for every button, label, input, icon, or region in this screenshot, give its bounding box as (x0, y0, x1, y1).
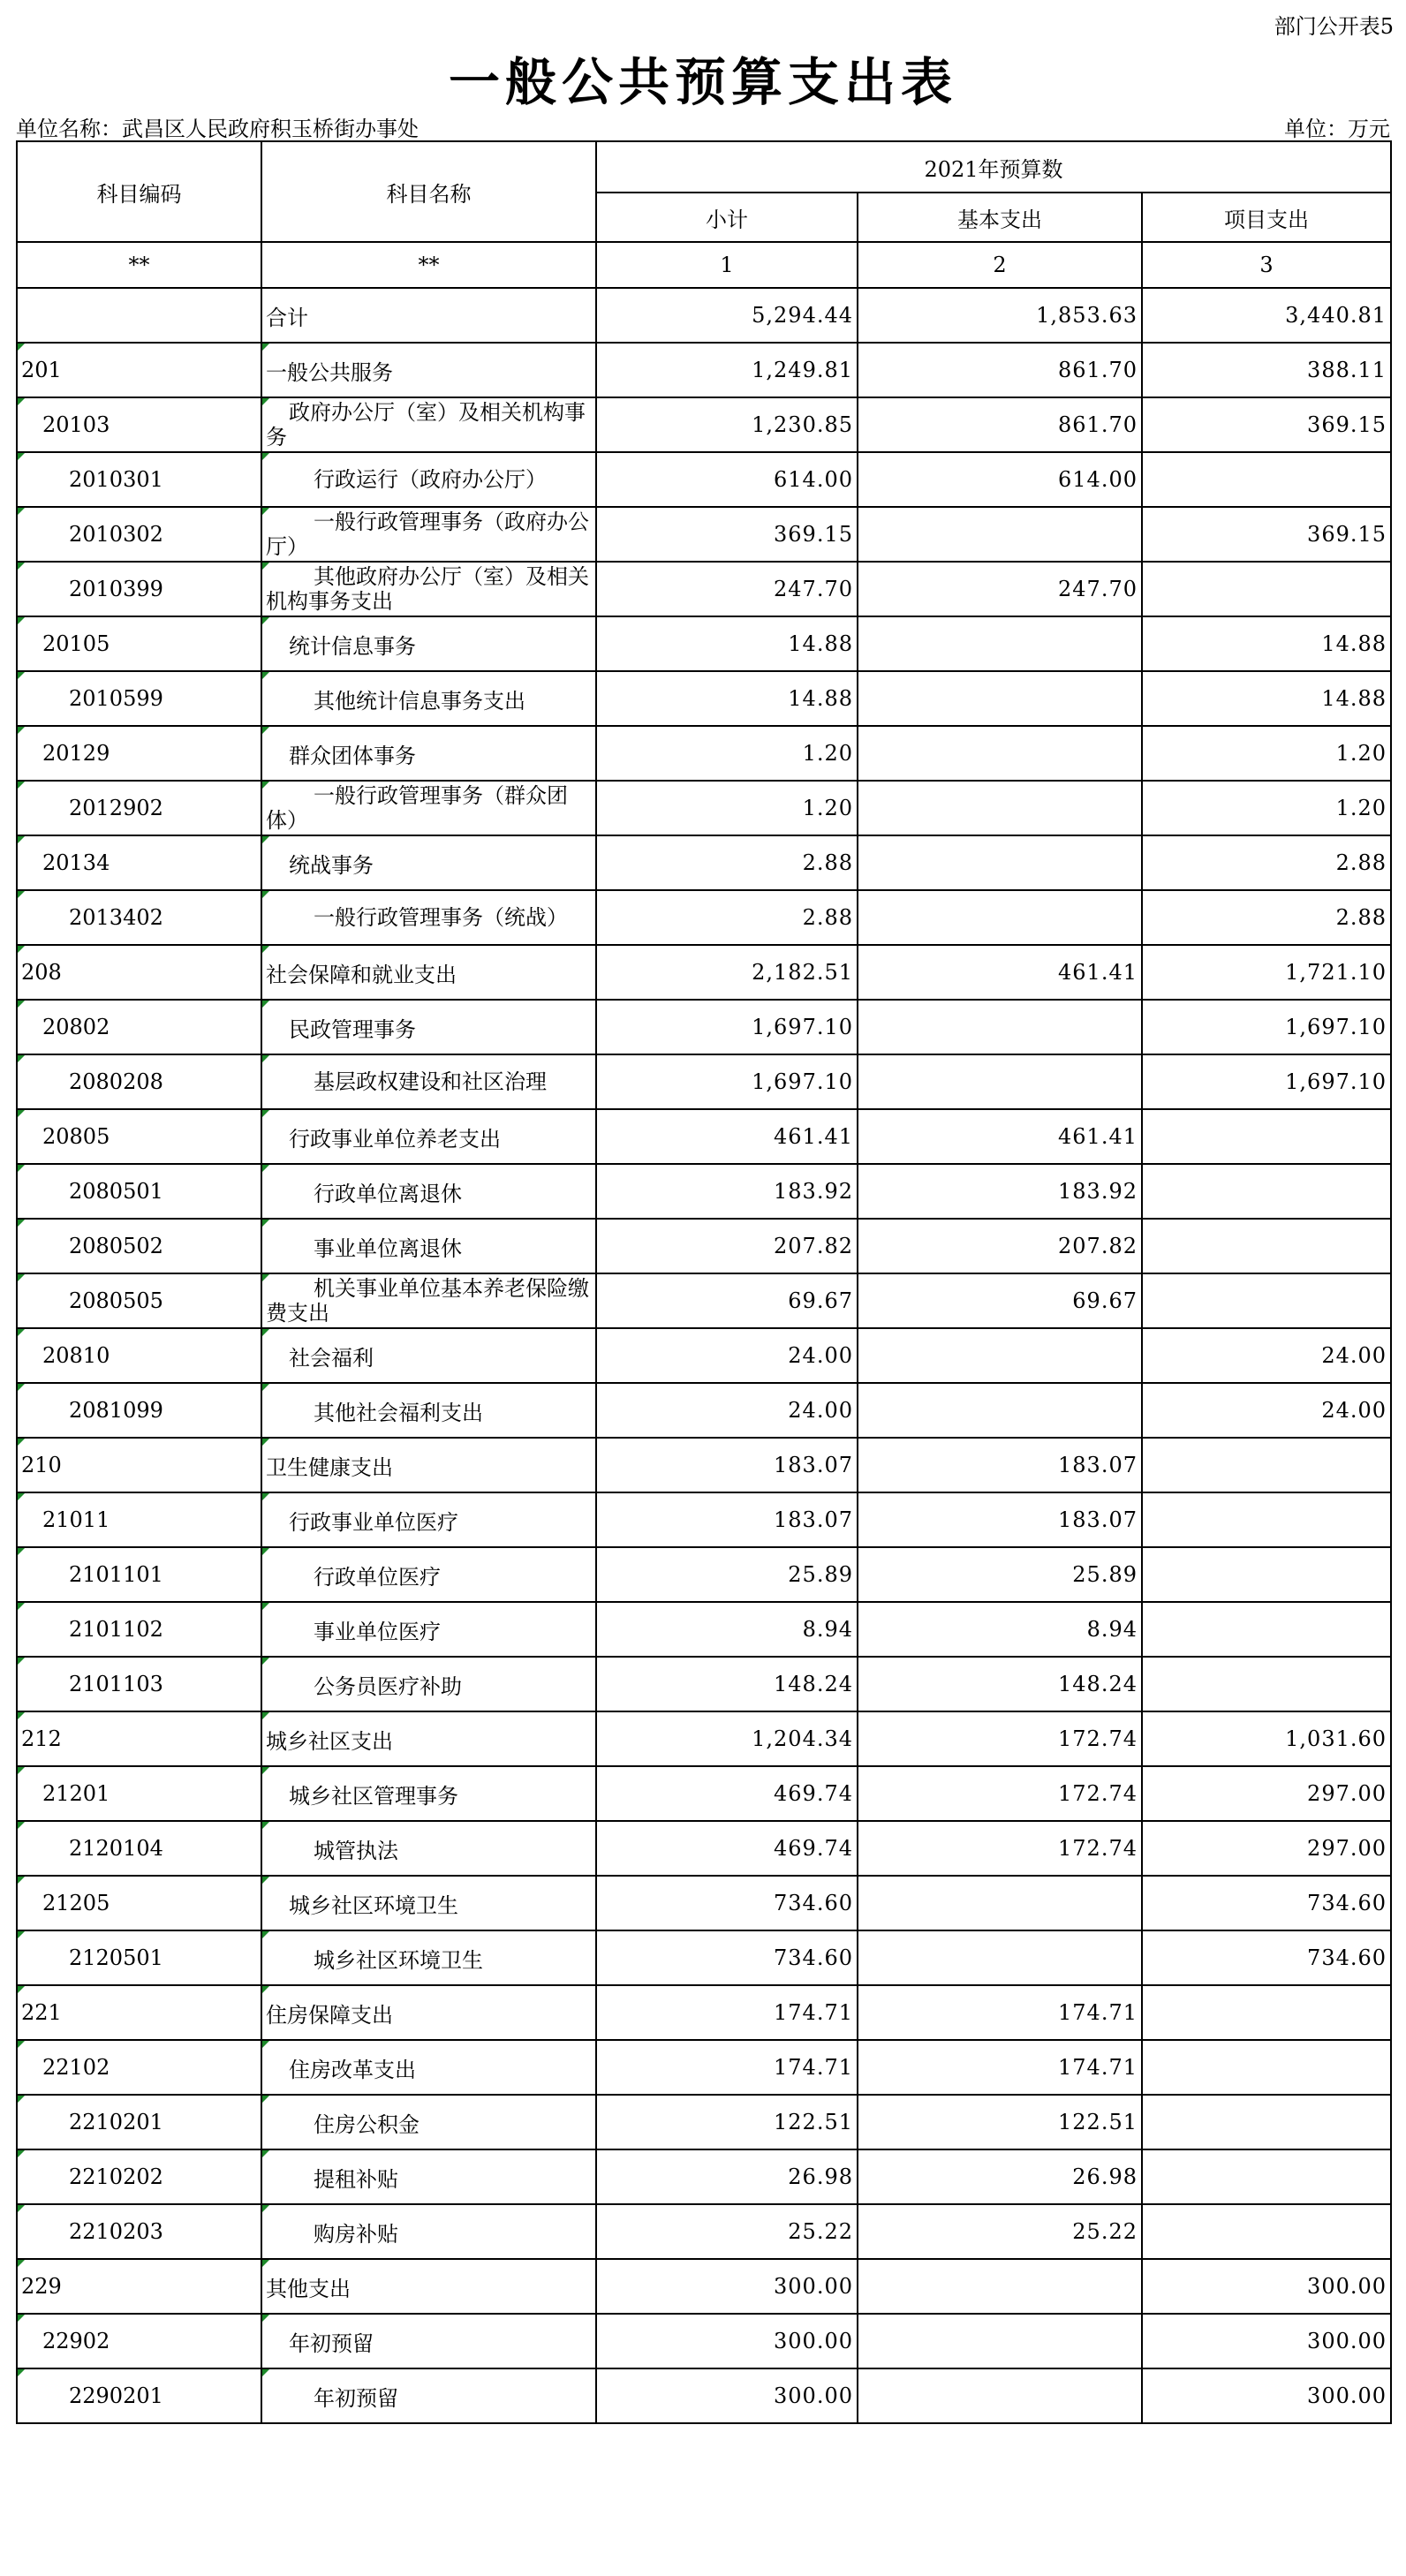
row-name: 社会福利 (261, 1328, 596, 1383)
row-subtotal: 207.82 (596, 1219, 858, 1273)
header-basic: 基本支出 (858, 193, 1142, 242)
row-subtotal: 1.20 (596, 726, 858, 781)
row-code: 2120104 (17, 1821, 261, 1876)
row-code: 2080208 (17, 1054, 261, 1109)
row-subtotal: 183.92 (596, 1164, 858, 1219)
row-project: 369.15 (1142, 507, 1391, 562)
row-code: 20105 (17, 616, 261, 671)
row-code: 2013402 (17, 890, 261, 945)
row-project (1142, 562, 1391, 616)
row-project: 734.60 (1142, 1930, 1391, 1985)
row-name: 城乡社区支出 (261, 1711, 596, 1766)
row-basic (858, 1000, 1142, 1054)
row-code: 221 (17, 1985, 261, 2040)
table-row (17, 1054, 1391, 1109)
row-project: 300.00 (1142, 2368, 1391, 2423)
row-basic: 8.94 (858, 1602, 1142, 1657)
row-basic: 69.67 (858, 1273, 1142, 1328)
row-subtotal: 26.98 (596, 2149, 858, 2204)
row-project: 300.00 (1142, 2259, 1391, 2314)
row-project (1142, 2149, 1391, 2204)
row-name: 事业单位离退休 (261, 1219, 596, 1273)
row-code: 20134 (17, 835, 261, 890)
row-code: 2080501 (17, 1164, 261, 1219)
header-col3: 3 (1142, 242, 1391, 288)
table-row (17, 726, 1391, 781)
row-name: 住房保障支出 (261, 1985, 596, 2040)
table-row (17, 397, 1391, 452)
row-name: 住房改革支出 (261, 2040, 596, 2095)
table-row (17, 1492, 1391, 1547)
row-subtotal: 14.88 (596, 616, 858, 671)
row-project: 14.88 (1142, 671, 1391, 726)
row-subtotal: 24.00 (596, 1383, 858, 1438)
table-row (17, 1000, 1391, 1054)
table-row (17, 1766, 1391, 1821)
row-name: 民政管理事务 (261, 1000, 596, 1054)
row-subtotal: 183.07 (596, 1492, 858, 1547)
table-row (17, 288, 1391, 343)
row-code: 2120501 (17, 1930, 261, 1985)
row-basic (858, 835, 1142, 890)
row-basic: 614.00 (858, 452, 1142, 507)
row-subtotal: 300.00 (596, 2259, 858, 2314)
row-basic (858, 890, 1142, 945)
table-body (17, 288, 1391, 2423)
row-code: 2210202 (17, 2149, 261, 2204)
row-subtotal: 5,294.44 (596, 288, 858, 343)
row-name: 行政运行（政府办公厅） (261, 452, 596, 507)
table-row (17, 2259, 1391, 2314)
row-basic (858, 1930, 1142, 1985)
row-project: 388.11 (1142, 343, 1391, 397)
row-basic: 1,853.63 (858, 288, 1142, 343)
table-row (17, 452, 1391, 507)
row-name: 年初预留 (261, 2314, 596, 2368)
row-code: 20810 (17, 1328, 261, 1383)
row-subtotal: 122.51 (596, 2095, 858, 2149)
row-project: 1,721.10 (1142, 945, 1391, 1000)
row-basic (858, 616, 1142, 671)
row-project (1142, 1985, 1391, 2040)
row-name: 购房补贴 (261, 2204, 596, 2259)
table-row (17, 945, 1391, 1000)
table-row (17, 671, 1391, 726)
row-code: 2101103 (17, 1657, 261, 1711)
row-basic: 174.71 (858, 1985, 1142, 2040)
row-subtotal: 2.88 (596, 835, 858, 890)
row-subtotal: 300.00 (596, 2314, 858, 2368)
header-code: 科目编码 (17, 141, 261, 242)
table-row (17, 1985, 1391, 2040)
row-basic: 461.41 (858, 1109, 1142, 1164)
row-name: 卫生健康支出 (261, 1438, 596, 1492)
table-row (17, 2314, 1391, 2368)
row-code: 201 (17, 343, 261, 397)
table-row (17, 1438, 1391, 1492)
table-row (17, 1273, 1391, 1328)
table-row (17, 1328, 1391, 1383)
row-project: 14.88 (1142, 616, 1391, 671)
table-row (17, 1109, 1391, 1164)
row-name: 事业单位医疗 (261, 1602, 596, 1657)
table-row (17, 507, 1391, 562)
row-basic: 461.41 (858, 945, 1142, 1000)
row-code: 208 (17, 945, 261, 1000)
row-project (1142, 1657, 1391, 1711)
row-code: 2010599 (17, 671, 261, 726)
row-basic (858, 1054, 1142, 1109)
header-col1: 1 (596, 242, 858, 288)
row-subtotal: 614.00 (596, 452, 858, 507)
row-project: 2.88 (1142, 835, 1391, 890)
row-basic: 148.24 (858, 1657, 1142, 1711)
row-code: 21201 (17, 1766, 261, 1821)
row-project: 1.20 (1142, 726, 1391, 781)
row-name: 城乡社区环境卫生 (261, 1930, 596, 1985)
row-code: 2290201 (17, 2368, 261, 2423)
table-row (17, 1602, 1391, 1657)
row-name: 行政单位离退休 (261, 1164, 596, 1219)
row-project: 1.20 (1142, 781, 1391, 835)
row-project (1142, 2095, 1391, 2149)
row-code: 20802 (17, 1000, 261, 1054)
row-subtotal: 25.89 (596, 1547, 858, 1602)
header-project: 项目支出 (1142, 193, 1391, 242)
row-name: 城乡社区环境卫生 (261, 1876, 596, 1930)
row-project (1142, 1492, 1391, 1547)
row-code: 2080505 (17, 1273, 261, 1328)
row-name: 机关事业单位基本养老保险缴费支出 (261, 1273, 596, 1328)
row-subtotal: 1,697.10 (596, 1054, 858, 1109)
table-row (17, 1930, 1391, 1985)
row-basic: 861.70 (858, 343, 1142, 397)
table-row (17, 835, 1391, 890)
row-code: 2012902 (17, 781, 261, 835)
row-basic: 172.74 (858, 1711, 1142, 1766)
row-subtotal: 247.70 (596, 562, 858, 616)
row-project (1142, 1438, 1391, 1492)
row-subtotal: 469.74 (596, 1821, 858, 1876)
row-basic (858, 1383, 1142, 1438)
row-subtotal: 461.41 (596, 1109, 858, 1164)
row-name: 一般行政管理事务（群众团体） (261, 781, 596, 835)
row-name: 政府办公厅（室）及相关机构事务 (261, 397, 596, 452)
row-project (1142, 1164, 1391, 1219)
row-name: 社会保障和就业支出 (261, 945, 596, 1000)
unit-label: 单位：万元 (1284, 117, 1390, 141)
row-basic (858, 1876, 1142, 1930)
row-basic: 25.22 (858, 2204, 1142, 2259)
row-basic (858, 507, 1142, 562)
row-basic (858, 2368, 1142, 2423)
row-basic: 183.92 (858, 1164, 1142, 1219)
row-subtotal: 8.94 (596, 1602, 858, 1657)
row-basic: 172.74 (858, 1766, 1142, 1821)
row-subtotal: 300.00 (596, 2368, 858, 2423)
table-row (17, 2368, 1391, 2423)
row-project: 2.88 (1142, 890, 1391, 945)
row-code: 229 (17, 2259, 261, 2314)
header-name: 科目名称 (261, 141, 596, 242)
row-name: 提租补贴 (261, 2149, 596, 2204)
header-col2: 2 (858, 242, 1142, 288)
row-basic: 26.98 (858, 2149, 1142, 2204)
row-subtotal: 734.60 (596, 1876, 858, 1930)
row-name: 群众团体事务 (261, 726, 596, 781)
row-subtotal: 2.88 (596, 890, 858, 945)
row-name: 行政事业单位医疗 (261, 1492, 596, 1547)
row-code: 212 (17, 1711, 261, 1766)
row-subtotal: 1,249.81 (596, 343, 858, 397)
row-subtotal: 174.71 (596, 2040, 858, 2095)
row-code: 20103 (17, 397, 261, 452)
table-row (17, 1547, 1391, 1602)
table-row (17, 562, 1391, 616)
row-project: 369.15 (1142, 397, 1391, 452)
row-name: 一般行政管理事务（政府办公厅） (261, 507, 596, 562)
row-project (1142, 1547, 1391, 1602)
table-row (17, 1711, 1391, 1766)
row-code: 21205 (17, 1876, 261, 1930)
table-row (17, 2095, 1391, 2149)
row-code: 2010301 (17, 452, 261, 507)
table-row (17, 2149, 1391, 2204)
row-subtotal: 1,230.85 (596, 397, 858, 452)
row-name: 基层政权建设和社区治理 (261, 1054, 596, 1109)
row-basic: 183.07 (858, 1438, 1142, 1492)
row-name: 其他社会福利支出 (261, 1383, 596, 1438)
row-name: 城乡社区管理事务 (261, 1766, 596, 1821)
table-row (17, 1657, 1391, 1711)
page-title: 一般公共预算支出表 (448, 52, 957, 112)
header-star-code: ** (17, 242, 261, 288)
row-subtotal: 24.00 (596, 1328, 858, 1383)
table-row (17, 1219, 1391, 1273)
table-row (17, 781, 1391, 835)
budget-table (16, 140, 1392, 2424)
row-subtotal: 25.22 (596, 2204, 858, 2259)
row-name: 统战事务 (261, 835, 596, 890)
row-basic: 861.70 (858, 397, 1142, 452)
row-code: 22102 (17, 2040, 261, 2095)
row-code: 210 (17, 1438, 261, 1492)
row-code: 2081099 (17, 1383, 261, 1438)
row-name: 其他政府办公厅（室）及相关机构事务支出 (261, 562, 596, 616)
row-subtotal: 1.20 (596, 781, 858, 835)
row-project: 297.00 (1142, 1766, 1391, 1821)
row-project (1142, 1602, 1391, 1657)
row-name: 一般行政管理事务（统战） (261, 890, 596, 945)
row-code: 20129 (17, 726, 261, 781)
row-project (1142, 1219, 1391, 1273)
table-row (17, 616, 1391, 671)
row-basic: 207.82 (858, 1219, 1142, 1273)
row-subtotal: 183.07 (596, 1438, 858, 1492)
row-code: 22902 (17, 2314, 261, 2368)
row-project (1142, 1273, 1391, 1328)
row-code (17, 288, 261, 343)
row-code: 21011 (17, 1492, 261, 1547)
table-row (17, 1383, 1391, 1438)
row-name: 公务员医疗补助 (261, 1657, 596, 1711)
row-name: 城管执法 (261, 1821, 596, 1876)
row-code: 2101101 (17, 1547, 261, 1602)
row-code: 2210201 (17, 2095, 261, 2149)
unit-name: 单位名称：武昌区人民政府积玉桥街办事处 (16, 117, 419, 141)
row-subtotal: 148.24 (596, 1657, 858, 1711)
row-project: 1,031.60 (1142, 1711, 1391, 1766)
table-row (17, 343, 1391, 397)
row-basic: 183.07 (858, 1492, 1142, 1547)
row-basic: 122.51 (858, 2095, 1142, 2149)
row-code: 2080502 (17, 1219, 261, 1273)
row-name: 其他统计信息事务支出 (261, 671, 596, 726)
row-project: 734.60 (1142, 1876, 1391, 1930)
row-name: 其他支出 (261, 2259, 596, 2314)
row-project (1142, 2204, 1391, 2259)
row-project: 24.00 (1142, 1328, 1391, 1383)
row-basic (858, 2259, 1142, 2314)
form-tag: 部门公开表5 (1274, 14, 1394, 39)
row-basic (858, 2314, 1142, 2368)
row-code: 2101102 (17, 1602, 261, 1657)
row-code: 20805 (17, 1109, 261, 1164)
row-basic: 172.74 (858, 1821, 1142, 1876)
row-project (1142, 452, 1391, 507)
row-subtotal: 734.60 (596, 1930, 858, 1985)
row-basic (858, 671, 1142, 726)
table-row (17, 2204, 1391, 2259)
row-subtotal: 14.88 (596, 671, 858, 726)
row-name: 年初预留 (261, 2368, 596, 2423)
row-project: 1,697.10 (1142, 1054, 1391, 1109)
row-code: 2010399 (17, 562, 261, 616)
row-basic: 174.71 (858, 2040, 1142, 2095)
row-basic (858, 781, 1142, 835)
row-project (1142, 1109, 1391, 1164)
row-subtotal: 69.67 (596, 1273, 858, 1328)
row-basic (858, 1328, 1142, 1383)
table-row (17, 2040, 1391, 2095)
row-basic: 247.70 (858, 562, 1142, 616)
row-name: 统计信息事务 (261, 616, 596, 671)
row-basic (858, 726, 1142, 781)
table-row (17, 890, 1391, 945)
table-row (17, 1821, 1391, 1876)
row-subtotal: 2,182.51 (596, 945, 858, 1000)
row-project: 3,440.81 (1142, 288, 1391, 343)
row-name: 合计 (261, 288, 596, 343)
header-subtotal: 小计 (596, 193, 858, 242)
header-budget: 2021年预算数 (596, 141, 1391, 193)
row-code: 2010302 (17, 507, 261, 562)
row-name: 行政事业单位养老支出 (261, 1109, 596, 1164)
row-subtotal: 1,204.34 (596, 1711, 858, 1766)
row-project: 300.00 (1142, 2314, 1391, 2368)
row-code: 2210203 (17, 2204, 261, 2259)
row-basic: 25.89 (858, 1547, 1142, 1602)
row-project: 1,697.10 (1142, 1000, 1391, 1054)
row-project (1142, 2040, 1391, 2095)
row-subtotal: 1,697.10 (596, 1000, 858, 1054)
row-name: 行政单位医疗 (261, 1547, 596, 1602)
row-project: 297.00 (1142, 1821, 1391, 1876)
header-star-name: ** (261, 242, 596, 288)
row-name: 住房公积金 (261, 2095, 596, 2149)
row-subtotal: 174.71 (596, 1985, 858, 2040)
table-row (17, 1876, 1391, 1930)
row-subtotal: 469.74 (596, 1766, 858, 1821)
row-subtotal: 369.15 (596, 507, 858, 562)
table-row (17, 1164, 1391, 1219)
row-project: 24.00 (1142, 1383, 1391, 1438)
row-name: 一般公共服务 (261, 343, 596, 397)
